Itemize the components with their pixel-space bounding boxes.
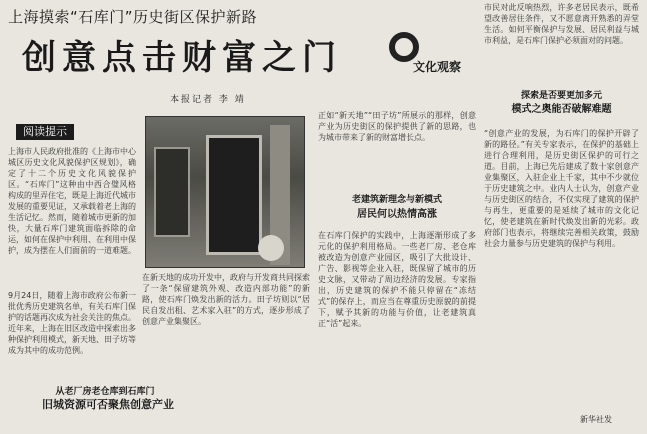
subhead-3-kicker: 探索是否要更加多元 [520, 91, 602, 101]
culture-observation-logo [383, 30, 475, 74]
article-column-4-lower: “创意产业的发展，为石库门的保护开辟了新的路径。”有关专家表示，在保护的基础上进行合理利用，是历史街区保护的可行之道。目前，上海已先后建成了数十家创意产业集聚区，入驻企业上千家，其中不少就位于历史建筑之中。业内人士认为，创意产业与历史街区的结合，不仅实现了建筑的保护与再生，更重要的是延续了城市的文化记忆，使老建筑在新时代焕发出新的光彩。政府部门也表示，将继续完善相关政策，鼓励社会力量参与历史建筑的保护与利用。 [484, 129, 639, 248]
headline: 创意点击财富之门 [22, 38, 342, 78]
reading-tip-tag: 阅读提示 [16, 124, 74, 140]
photo-credit: 新华社发 [580, 415, 612, 424]
subhead-2: 居民何以热情高涨 [357, 209, 437, 220]
shikumen-photo [145, 116, 305, 268]
window-shape [154, 147, 190, 237]
subhead-3: 模式之奥能否破解难题 [511, 104, 612, 115]
door-shape [206, 135, 262, 255]
subhead-2-kicker: 老建筑新理念与新模式 [351, 195, 442, 205]
logo-label: 文化观察 [413, 60, 462, 74]
article-column-4-upper: 市民对此反响热烈，许多老居民表示，既希望改善居住条件，又不愿意离开熟悉的弄堂生活。如何平衡保护与发展、居民利益与城市利益，是石库门保护必须面对的问题。 [484, 3, 639, 45]
article-column-3-lower: 在石库门保护的实践中，上海逐渐形成了多元化的保护利用格局。一些老厂房、老仓库被改造为创意产业园区，吸引了大批设计、广告、影视等企业入驻，既保留了城市的历史文脉，又带动了周边经济的发展。专家指出，历史建筑的保护不能只停留在“冻结式”的保存上，而应当在尊重历史原貌的前提下，赋予其新的功能与价值，让老建筑真正“活”起来。 [318, 231, 476, 328]
subhead-1-kicker: 从老厂房老仓库到石库门 [55, 387, 155, 397]
article-column-1: 9月24日，随着上海市政府公布新一批优秀历史建筑名单，有关石库门保护的话题再次成为社会关注的焦点。近年来，上海在旧区改造中探索出多种保护利用模式，新天地、田子坊等成为其中的成功范例。 [8, 291, 136, 355]
subhead-1: 旧城资源可否聚焦创意产业 [42, 398, 174, 411]
byline: 本报记者 李 靖 [170, 95, 246, 105]
flowerpot-shape [258, 235, 284, 261]
article-column-2: 在新天地的成功开发中，政府与开发商共同探索了一条“保留建筑外观、改造内部功能”的新路，使石库门焕发出新的活力。田子坊则以“居民自发出租、艺术家入驻”的方式，逐步形成了创意产业集聚区。 [142, 273, 310, 326]
kicker: 上海摸索“石库门”历史街区保护新路 [8, 8, 258, 26]
intro-text: 上海市人民政府批准的《上海市中心城区历史文化风貌保护区规划》，确定了十二个历史文化风貌保护区。“石库门”这种由中西合璧风格构成的里弄住宅，既是上海近代城市发展的重要见证，又承载着老上海的生活记忆。然而，随着城市更新的加快，大量石库门建筑面临拆除的命运，如何在保护中利用、在利用中保护，成为摆在人们面前的一道难题。 [8, 147, 136, 255]
article-column-3-upper: 正如“新天地”“田子坊”所展示的那样，创意产业为历史街区的保护提供了新的思路，也为城市带来了新的财富增长点。 [318, 111, 476, 142]
